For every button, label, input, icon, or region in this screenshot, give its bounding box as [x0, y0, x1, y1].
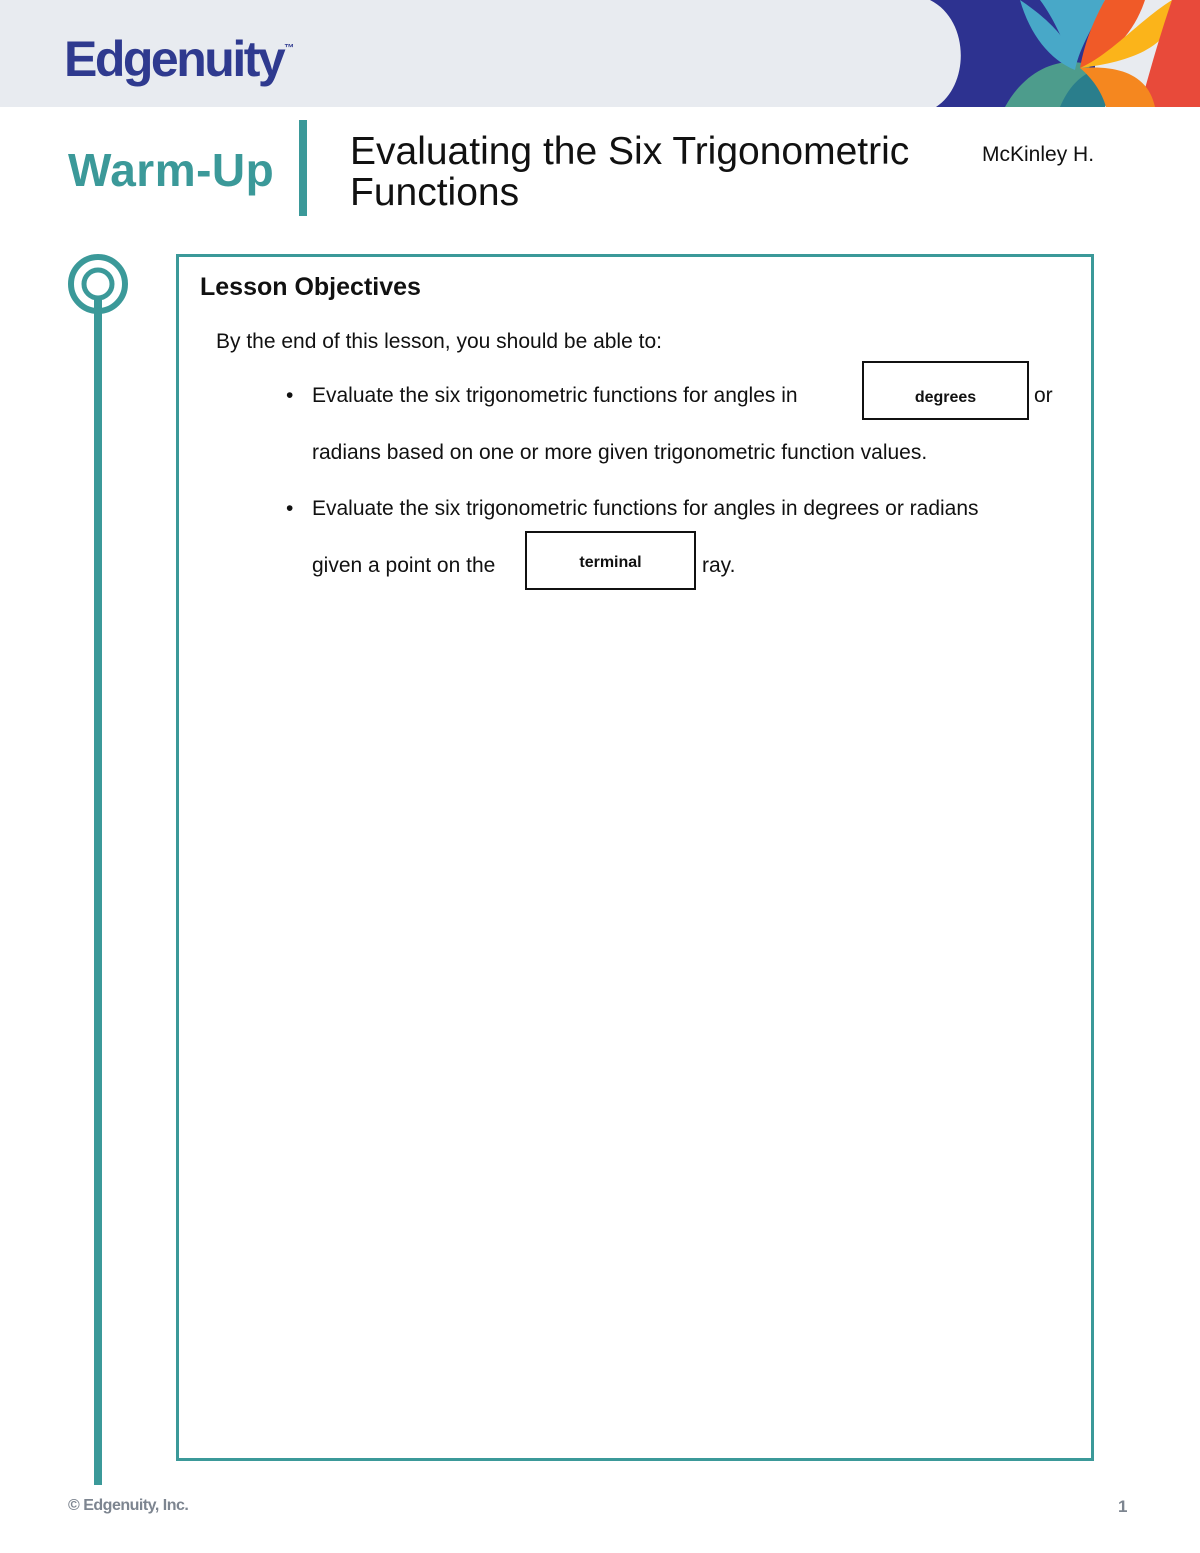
lesson-title-line1: Evaluating the Six Trigonometric [350, 130, 910, 173]
timeline-line [94, 300, 102, 1485]
objective-2-after-blank: ray. [702, 554, 736, 577]
copyright-notice: © Edgenuity, Inc. [68, 1497, 189, 1514]
objective-1-after-blank: or [1034, 384, 1053, 407]
student-name: McKinley H. [982, 143, 1095, 166]
objectives-heading: Lesson Objectives [200, 273, 421, 301]
trademark-mark: ™ [284, 43, 295, 54]
decorative-petals-graphic [910, 0, 1200, 107]
lesson-title [350, 131, 950, 213]
edgenuity-logo [64, 31, 295, 87]
section-label: Warm-Up [68, 144, 275, 196]
page-number: 1 [1118, 1497, 1128, 1516]
lesson-title-line2: Functions [350, 171, 520, 214]
bullet-marker: • [286, 384, 294, 407]
objectives-panel [176, 254, 1094, 1461]
title-divider [299, 120, 307, 216]
target-icon [67, 253, 129, 315]
objectives-intro: By the end of this lesson, you should be able to: [216, 330, 662, 353]
objective-2-text: Evaluate the six trigonometric functions for angles in degrees or radians [312, 497, 979, 520]
brand-name: Edgenuity [64, 31, 284, 87]
objective-1-continuation: radians based on one or more given trigonometric function values. [312, 441, 928, 464]
objective-1-text: Evaluate the six trigonometric functions for angles in [312, 384, 798, 407]
objective-2-before-blank: given a point on the [312, 554, 496, 577]
header-band [0, 0, 1200, 107]
answer-blank-terminal[interactable]: terminal [525, 531, 696, 590]
bullet-marker: • [286, 497, 294, 520]
answer-blank-degrees[interactable]: degrees [862, 361, 1029, 420]
